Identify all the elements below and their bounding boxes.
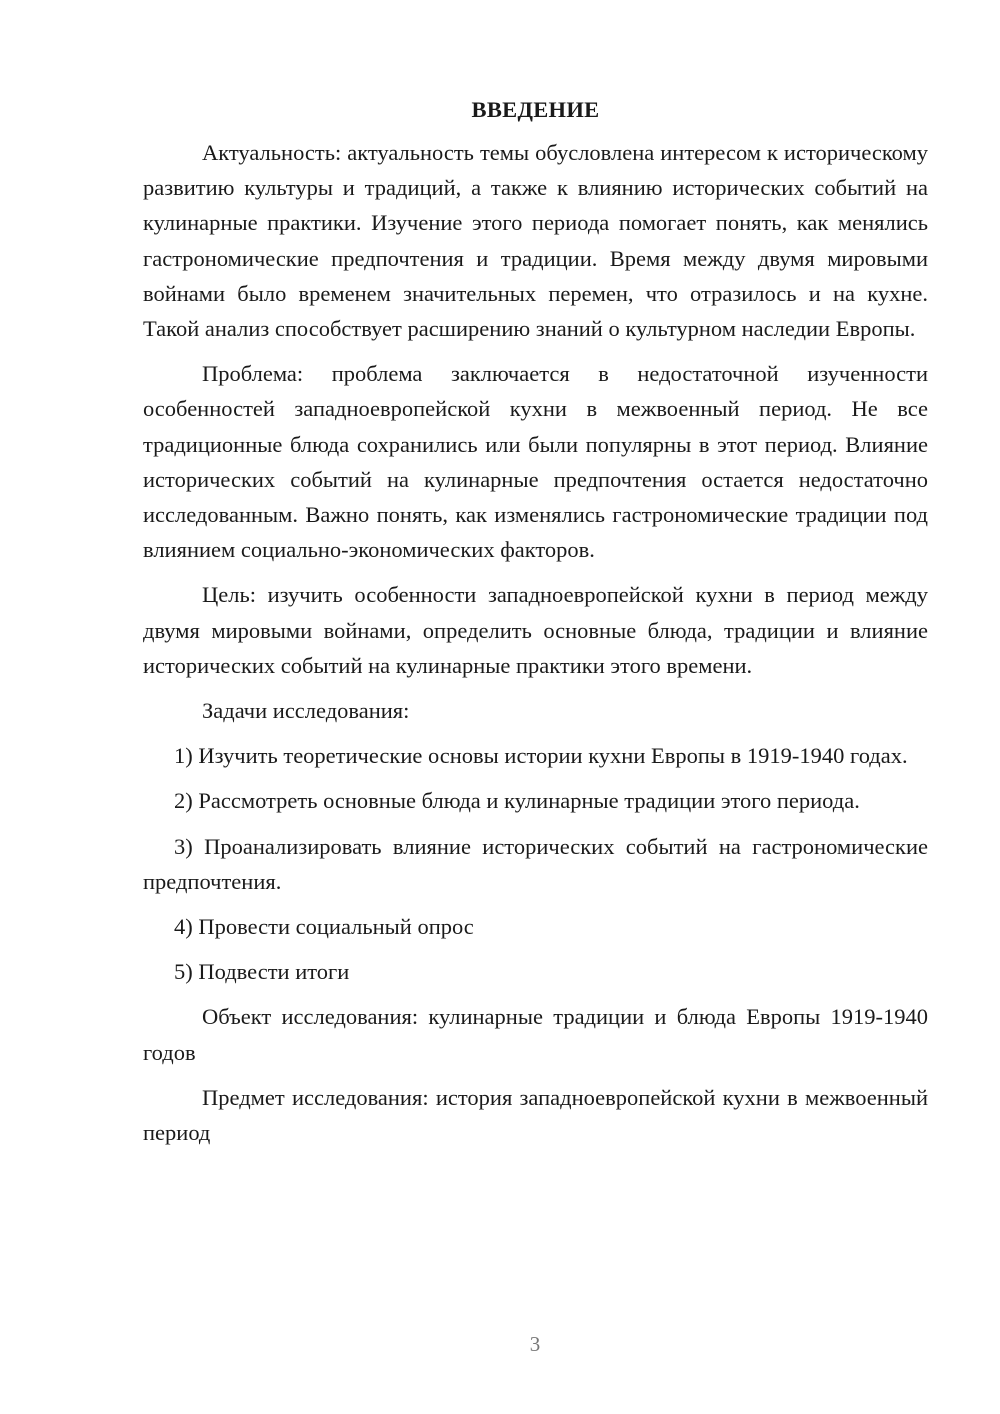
task-item-2: 2) Рассмотреть основные блюда и кулинарные традиции этого периода.: [174, 788, 860, 814]
problem-paragraph: Проблема: проблема заключается в недостаточной изученности особенностей западноевропейской кухни в межвоенный период. Не все традиционные блюда сохранились или были популярны в этот период. Влияние исторических событий на кулинарные предпочтения остается недостаточно исследованным. Важно понять, как изменялись гастрономические традиции под влиянием социально-экономических факторов.: [143, 361, 928, 563]
task-item-1: 1) Изучить теоретические основы истории кухни Европы в 1919-1940 годах.: [174, 743, 908, 769]
document-page: [143, 92, 928, 1160]
task-item-5: 5) Подвести итоги: [174, 959, 350, 985]
research-object-paragraph: Объект исследования: кулинарные традиции и блюда Европы 1919-1940 годов: [143, 1004, 928, 1065]
tasks-heading: Задачи исследования:: [202, 698, 410, 724]
research-subject-paragraph: Предмет исследования: история западноевропейской кухни в межвоенный период: [143, 1084, 928, 1146]
goal-paragraph: Цель: изучить особенности западноевропейской кухни в период между двумя мировыми войнами, определить основные блюда, традиции и влияние исторических событий на кулинарные практики этого времени.: [143, 582, 928, 678]
page-number: 3: [529, 1332, 541, 1356]
relevance-paragraph: Актуальность: актуальность темы обусловлена интересом к историческому развитию культуры и традиций, а также к влиянию исторических событий на кулинарные практики. Изучение этого периода помогает понять, как менялись гастрономические предпочтения и традиции. Время между двумя мировыми войнами было временем значительных перемен, что отразилось и на кухне. Такой анализ способствует расширению знаний о культурном наследии Европы.: [143, 140, 928, 342]
page-title: ВВЕДЕНИЕ: [471, 97, 600, 122]
task-item-3: 3) Проанализировать влияние исторических событий на гастрономические предпочтения.: [143, 833, 928, 894]
task-item-4: 4) Провести социальный опрос: [174, 914, 474, 940]
